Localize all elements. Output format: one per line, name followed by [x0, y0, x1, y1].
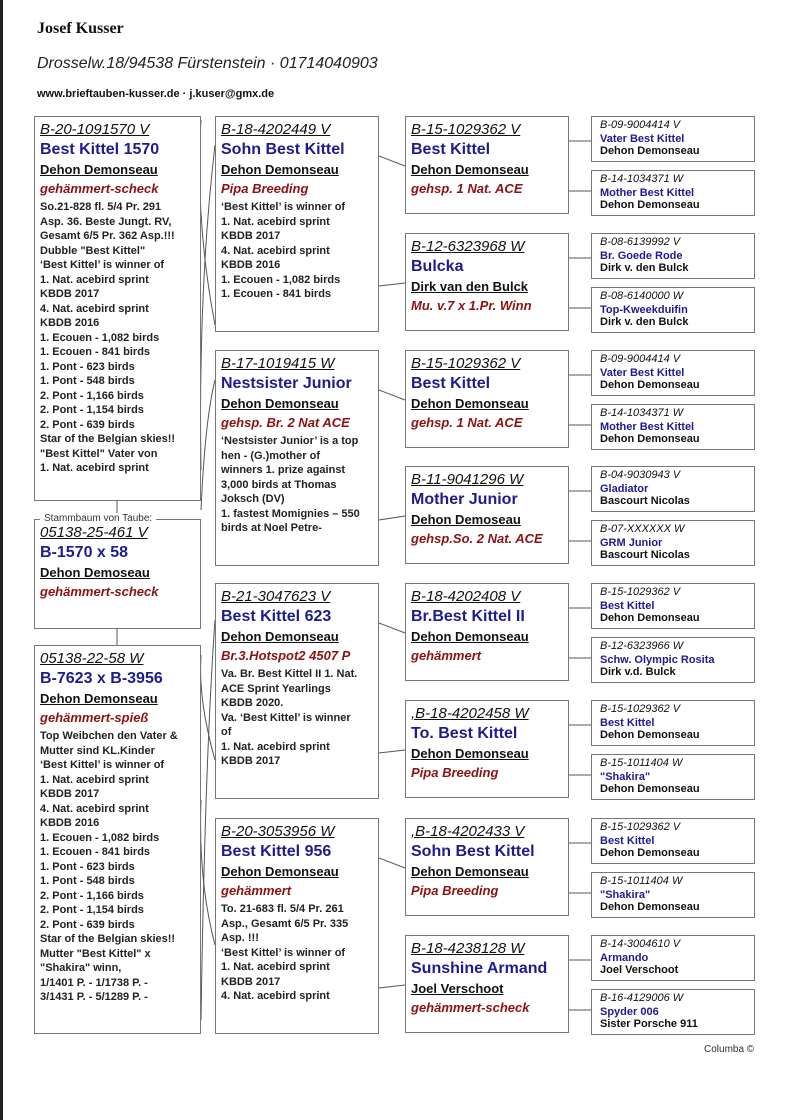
- pigeon-name: Best Kittel 623: [221, 608, 332, 625]
- connector-line: [379, 156, 405, 166]
- achievement-line: 1. Nat. acebird sprint: [221, 961, 330, 973]
- pigeon-name: Schw. Olympic Rosita: [600, 654, 715, 666]
- breeder: Dehon Demonseau: [600, 433, 700, 445]
- pigeon-name: Sohn Best Kittel: [221, 141, 345, 158]
- ring-number: B-12-6323966 W: [600, 640, 684, 652]
- achievement-line: 1. Ecouen - 1,082 birds: [40, 331, 160, 344]
- breeder-contact: www.brieftauben-kusser.de · j.kuser@gmx.de: [37, 88, 275, 100]
- ring-number: B-09-9004414 V: [600, 353, 681, 365]
- achievement-line: ‘Best Kittel’ is winner of: [221, 201, 346, 213]
- breeder: Dehon Demonseau: [411, 162, 529, 177]
- achievement-line: Star of the Belgian skies!!: [40, 433, 176, 445]
- great-grandparent-card: [591, 637, 755, 683]
- pigeon-name: Best Kittel: [600, 600, 655, 612]
- grandparent-card: [405, 350, 569, 448]
- achievement-line: 1. Nat. acebird sprint: [221, 215, 330, 228]
- grandparent-card: [405, 233, 569, 331]
- achievement-line: "Shakira" winn,: [40, 962, 122, 974]
- achievement-line: 1. Nat. acebird sprint: [221, 740, 330, 753]
- breeder: Dehon Demonseau: [411, 746, 529, 761]
- achievements: [221, 200, 373, 302]
- parent-card: [215, 818, 379, 1034]
- ring-number: B-18-4202408 V: [411, 588, 521, 605]
- color-note: Mu. v.7 x 1.Pr. Winn: [411, 298, 532, 313]
- ring-number: B-21-3047623 V: [221, 588, 331, 605]
- pigeon-name: B-7623 x B-3956: [40, 670, 163, 687]
- achievement-line: Star of the Belgian skies!!: [40, 933, 176, 945]
- breeder: Joel Verschoot: [600, 964, 679, 976]
- ring-number: B-18-4238128 W: [411, 940, 525, 957]
- breeder: Dehon Demonseau: [600, 379, 700, 391]
- connector-line: [379, 623, 405, 633]
- pigeon-name: Mother Best Kittel: [600, 187, 695, 199]
- ring-number: B-18-4202449 V: [221, 121, 331, 138]
- breeder: Bascourt Nicolas: [600, 549, 690, 561]
- achievement-line: 2. Pont - 639 birds: [40, 918, 135, 931]
- achievement-line: Asp., Gesamt 6/5 Pr. 335: [221, 917, 349, 930]
- connector-line: [379, 516, 405, 520]
- breeder-name: Josef Kusser: [37, 20, 124, 37]
- great-grandparent-card: [591, 170, 755, 216]
- color-note: gehämmert-scheck: [40, 584, 159, 599]
- stammbaum-card: [34, 519, 201, 629]
- ring-number: B-07-XXXXXX W: [600, 523, 685, 535]
- color-note: gehsp. 1 Nat. ACE: [411, 181, 523, 196]
- pigeon-name: Best Kittel 956: [221, 843, 332, 860]
- breeder-address: Drosselw.18/94538 Fürstenstein · 01714040903: [37, 55, 378, 72]
- great-grandparent-card: [591, 989, 755, 1035]
- breeder: Dehon Demonseau: [600, 612, 700, 624]
- achievement-line: 1. fastest Momignies – 550: [221, 507, 360, 520]
- breeder: Dehon Demonseau: [600, 729, 700, 741]
- breeder: Dehon Demonseau: [600, 199, 700, 211]
- achievement-line: ‘Best Kittel’ is winner of: [40, 759, 165, 771]
- ring-number: B-11-9041296 W: [411, 471, 524, 488]
- pigeon-name: Nestsister Junior: [221, 375, 352, 392]
- achievement-line: "Best Kittel" Vater von: [40, 447, 158, 460]
- ring-number: B-09-9004414 V: [600, 119, 681, 131]
- pigeon-name: Best Kittel: [411, 375, 491, 392]
- achievement-line: 1. Ecouen - 1,082 birds: [221, 273, 341, 286]
- pigeon-name: To. Best Kittel: [411, 725, 518, 742]
- breeder: Dehon Demonseau: [411, 864, 529, 879]
- achievement-line: hen - (G.)mother of: [221, 449, 320, 462]
- achievement-line: Mutter sind KL.Kinder: [40, 744, 155, 757]
- pigeon-name: Best Kittel 1570: [40, 141, 160, 158]
- ring-number: B-14-1034371 W: [600, 407, 684, 419]
- achievement-line: winners 1. prize against: [221, 464, 346, 476]
- ring-number: ,B-18-4202458 W: [411, 705, 529, 722]
- ring-number: B-15-1011404 W: [600, 875, 683, 887]
- pigeon-name: Top-Kweekduifin: [600, 304, 688, 316]
- color-note: Pipa Breeding: [221, 181, 309, 196]
- breeder: Dehon Demonseau: [221, 629, 339, 644]
- achievement-line: KBDB 2017: [221, 755, 281, 767]
- achievement-line: 4. Nat. acebird sprint: [40, 802, 149, 815]
- achievement-line: of: [221, 726, 232, 738]
- achievement-line: So.21-828 fl. 5/4 Pr. 291: [40, 201, 162, 213]
- achievement-line: 2. Pont - 1,166 birds: [40, 389, 144, 402]
- color-note: Pipa Breeding: [411, 883, 499, 898]
- achievement-line: ‘Nestsister Junior’ is a top: [221, 435, 359, 447]
- achievement-line: Asp. 36. Beste Jungt. RV,: [40, 215, 172, 228]
- connector-line: [379, 283, 405, 286]
- grandparent-card: [405, 466, 569, 564]
- grandparent-card: [405, 583, 569, 681]
- achievement-line: 2. Pont - 1,154 birds: [40, 404, 144, 416]
- connector-curve: [201, 620, 215, 1020]
- great-grandparent-card: [591, 818, 755, 864]
- breeder: Dehon Demonseau: [600, 783, 700, 795]
- stammbaum-legend: Stammbaum von Taube:: [40, 513, 156, 524]
- great-grandparent-card: [591, 287, 755, 333]
- achievement-line: 2. Pont - 1,166 birds: [40, 889, 144, 902]
- achievement-line: Top Weibchen den Vater &: [40, 730, 178, 742]
- ring-number: B-08-6140000 W: [600, 290, 684, 302]
- achievement-line: Va. ‘Best Kittel’ is winner: [221, 711, 351, 724]
- achievement-line: Gesamt 6/5 Pr. 362 Asp.!!!: [40, 230, 175, 242]
- achievement-line: ‘Best Kittel’ is winner of: [40, 259, 165, 271]
- color-note: gehsp.So. 2 Nat. ACE: [411, 531, 543, 546]
- achievement-line: KBDB 2017: [221, 230, 281, 242]
- breeder: Dehon Demoseau: [40, 565, 150, 580]
- pigeon-name: Armando: [600, 952, 649, 964]
- achievements: [221, 434, 373, 536]
- ring-number: B-15-1029362 V: [411, 355, 521, 372]
- pigeon-name: Best Kittel: [600, 835, 655, 847]
- color-note: gehämmert-scheck: [411, 1000, 530, 1015]
- achievement-line: 4. Nat. acebird sprint: [221, 990, 330, 1002]
- ring-number: B-08-6139992 V: [600, 236, 681, 248]
- great-grandparent-card: [591, 872, 755, 918]
- breeder: Dehon Demonseau: [600, 847, 700, 859]
- breeder: Dehon Demonseau: [411, 629, 529, 644]
- pigeon-name: Spyder 006: [600, 1006, 659, 1018]
- grandparent-card: [405, 700, 569, 798]
- parent-card: [215, 350, 379, 566]
- grandparent-card: [405, 116, 569, 214]
- pigeon-name: Vater Best Kittel: [600, 367, 685, 379]
- breeder: Dehon Demonseau: [600, 145, 700, 157]
- dam-card: [34, 645, 201, 1034]
- ring-number: B-15-1029362 V: [600, 703, 681, 715]
- breeder: Dirk van den Bulck: [411, 279, 529, 294]
- achievement-line: Joksch (DV): [221, 493, 285, 505]
- grandparent-card: [405, 935, 569, 1033]
- achievement-line: 1. Pont - 548 birds: [40, 375, 135, 387]
- ring-number: B-15-1011404 W: [600, 757, 683, 769]
- achievement-line: 4. Nat. acebird sprint: [40, 302, 149, 315]
- breeder: Dehon Demonseau: [221, 162, 339, 177]
- pigeon-name: "Shakira": [600, 889, 651, 901]
- pigeon-name: "Shakira": [600, 771, 651, 783]
- color-note: Br.3.Hotspot2 4507 P: [221, 648, 351, 663]
- parent-card: [215, 116, 379, 332]
- color-note: gehämmert-scheck: [40, 181, 159, 196]
- pigeon-name: Gladiator: [600, 483, 649, 495]
- pigeon-name: Br.Best Kittel II: [411, 608, 525, 625]
- achievements: [40, 200, 195, 476]
- ring-number: B-15-1029362 V: [600, 586, 681, 598]
- breeder: Dirk v.d. Bulck: [600, 666, 676, 678]
- color-note: Pipa Breeding: [411, 765, 499, 780]
- achievement-line: KBDB 2017: [40, 288, 100, 300]
- color-note: gehsp. Br. 2 Nat ACE: [221, 415, 350, 430]
- achievement-line: birds at Noel Petre-: [221, 522, 322, 534]
- ring-number: ,B-18-4202433 V: [411, 823, 525, 840]
- breeder: Bascourt Nicolas: [600, 495, 690, 507]
- pigeon-name: Br. Goede Rode: [600, 250, 683, 262]
- great-grandparent-card: [591, 520, 755, 566]
- ring-number: B-20-3053956 W: [221, 823, 335, 840]
- achievement-line: KBDB 2016: [40, 817, 100, 829]
- ring-number: B-17-1019415 W: [221, 355, 335, 372]
- achievements: [221, 902, 373, 1004]
- achievement-line: Dubble "Best Kittel": [40, 244, 146, 257]
- achievement-line: 2. Pont - 1,154 birds: [40, 904, 144, 916]
- connector-line: [379, 390, 405, 400]
- pigeon-name: B-1570 x 58: [40, 544, 129, 561]
- breeder: Dehon Demonseau: [221, 396, 339, 411]
- great-grandparent-card: [591, 935, 755, 981]
- achievement-line: KBDB 2016: [221, 259, 281, 271]
- breeder: Dehon Demonseau: [40, 162, 158, 177]
- ring-number: B-15-1029362 V: [600, 821, 681, 833]
- breeder: Dirk v. den Bulck: [600, 316, 689, 328]
- ring-number: B-20-1091570 V: [40, 121, 150, 138]
- ring-number: B-12-6323968 W: [411, 238, 525, 255]
- achievement-line: 1. Nat. acebird sprint: [40, 773, 149, 786]
- achievement-line: KBDB 2020.: [221, 697, 284, 709]
- pigeon-name: Sunshine Armand: [411, 960, 548, 977]
- achievement-line: 1. Pont - 623 birds: [40, 860, 135, 873]
- pigeon-name: Bulcka: [411, 258, 464, 275]
- footer-credit: Columba ©: [704, 1044, 755, 1055]
- great-grandparent-card: [591, 466, 755, 512]
- ring-number: B-15-1029362 V: [411, 121, 521, 138]
- color-note: gehämmert: [411, 648, 482, 663]
- breeder: Dehon Demoseau: [411, 512, 521, 527]
- achievement-line: 1. Ecouen - 841 birds: [40, 346, 151, 358]
- great-grandparent-card: [591, 350, 755, 396]
- great-grandparent-card: [591, 116, 755, 162]
- achievement-line: ACE Sprint Yearlings: [221, 682, 331, 695]
- achievement-line: Mutter "Best Kittel" x: [40, 947, 151, 960]
- achievements: [221, 667, 373, 769]
- subject-pigeon-card: [34, 116, 201, 501]
- achievement-line: 1. Pont - 548 birds: [40, 875, 135, 887]
- great-grandparent-card: [591, 583, 755, 629]
- great-grandparent-card: [591, 233, 755, 279]
- achievement-line: 3/1431 P. - 5/1289 P. -: [40, 991, 148, 1003]
- ring-number: B-16-4129006 W: [600, 992, 684, 1004]
- breeder: Dirk v. den Bulck: [600, 262, 689, 274]
- achievement-line: 1. Pont - 623 birds: [40, 360, 135, 373]
- color-note: gehsp. 1 Nat. ACE: [411, 415, 523, 430]
- great-grandparent-card: [591, 404, 755, 450]
- achievement-line: Asp. !!!: [221, 932, 259, 944]
- breeder: Joel Verschoot: [411, 981, 504, 996]
- parent-card: [215, 583, 379, 799]
- pigeon-name: Sohn Best Kittel: [411, 843, 535, 860]
- ring-number: 05138-25-461 V: [40, 524, 148, 541]
- achievements: [40, 729, 195, 1005]
- breeder: Dehon Demonseau: [221, 864, 339, 879]
- great-grandparent-card: [591, 754, 755, 800]
- achievement-line: KBDB 2016: [40, 317, 100, 329]
- breeder: Dehon Demonseau: [40, 691, 158, 706]
- grandparent-card: [405, 818, 569, 916]
- achievement-line: 3,000 birds at Thomas: [221, 478, 337, 491]
- achievement-line: 4. Nat. acebird sprint: [221, 244, 330, 257]
- pigeon-name: Mother Best Kittel: [600, 421, 695, 433]
- achievement-line: 1. Ecouen - 1,082 birds: [40, 831, 160, 844]
- ring-number: B-14-1034371 W: [600, 173, 684, 185]
- connector-line: [379, 858, 405, 868]
- color-note: gehämmert-spieß: [40, 710, 149, 725]
- breeder: Dehon Demonseau: [411, 396, 529, 411]
- achievement-line: 1. Ecouen - 841 birds: [221, 288, 332, 300]
- connector-line: [379, 985, 405, 988]
- pigeon-name: Best Kittel: [411, 141, 491, 158]
- great-grandparent-card: [591, 700, 755, 746]
- achievement-line: 1. Ecouen - 841 birds: [40, 846, 151, 858]
- pigeon-name: Best Kittel: [600, 717, 655, 729]
- ring-number: B-04-9030943 V: [600, 469, 681, 481]
- ring-number: 05138-22-58 W: [40, 650, 144, 667]
- breeder: Dehon Demonseau: [600, 901, 700, 913]
- achievement-line: Va. Br. Best Kittel II 1. Nat.: [221, 668, 358, 680]
- pigeon-name: Mother Junior: [411, 491, 518, 508]
- achievement-line: 1. Nat. acebird sprint: [40, 273, 149, 286]
- pigeon-name: GRM Junior: [600, 537, 663, 549]
- color-note: gehämmert: [221, 883, 292, 898]
- achievement-line: KBDB 2017: [40, 788, 100, 800]
- pigeon-name: Vater Best Kittel: [600, 133, 685, 145]
- connector-curve: [201, 380, 215, 510]
- achievement-line: To. 21-683 fl. 5/4 Pr. 261: [221, 903, 344, 915]
- achievement-line: ‘Best Kittel’ is winner of: [221, 946, 346, 959]
- achievement-line: 1/1401 P. - 1/1738 P. -: [40, 976, 148, 989]
- achievement-line: 1. Nat. acebird sprint: [40, 462, 149, 474]
- connector-line: [379, 750, 405, 753]
- achievement-line: 2. Pont - 639 birds: [40, 418, 135, 431]
- achievement-line: KBDB 2017: [221, 975, 281, 988]
- breeder: Sister Porsche 911: [600, 1018, 698, 1030]
- ring-number: B-14-3004610 V: [600, 938, 681, 950]
